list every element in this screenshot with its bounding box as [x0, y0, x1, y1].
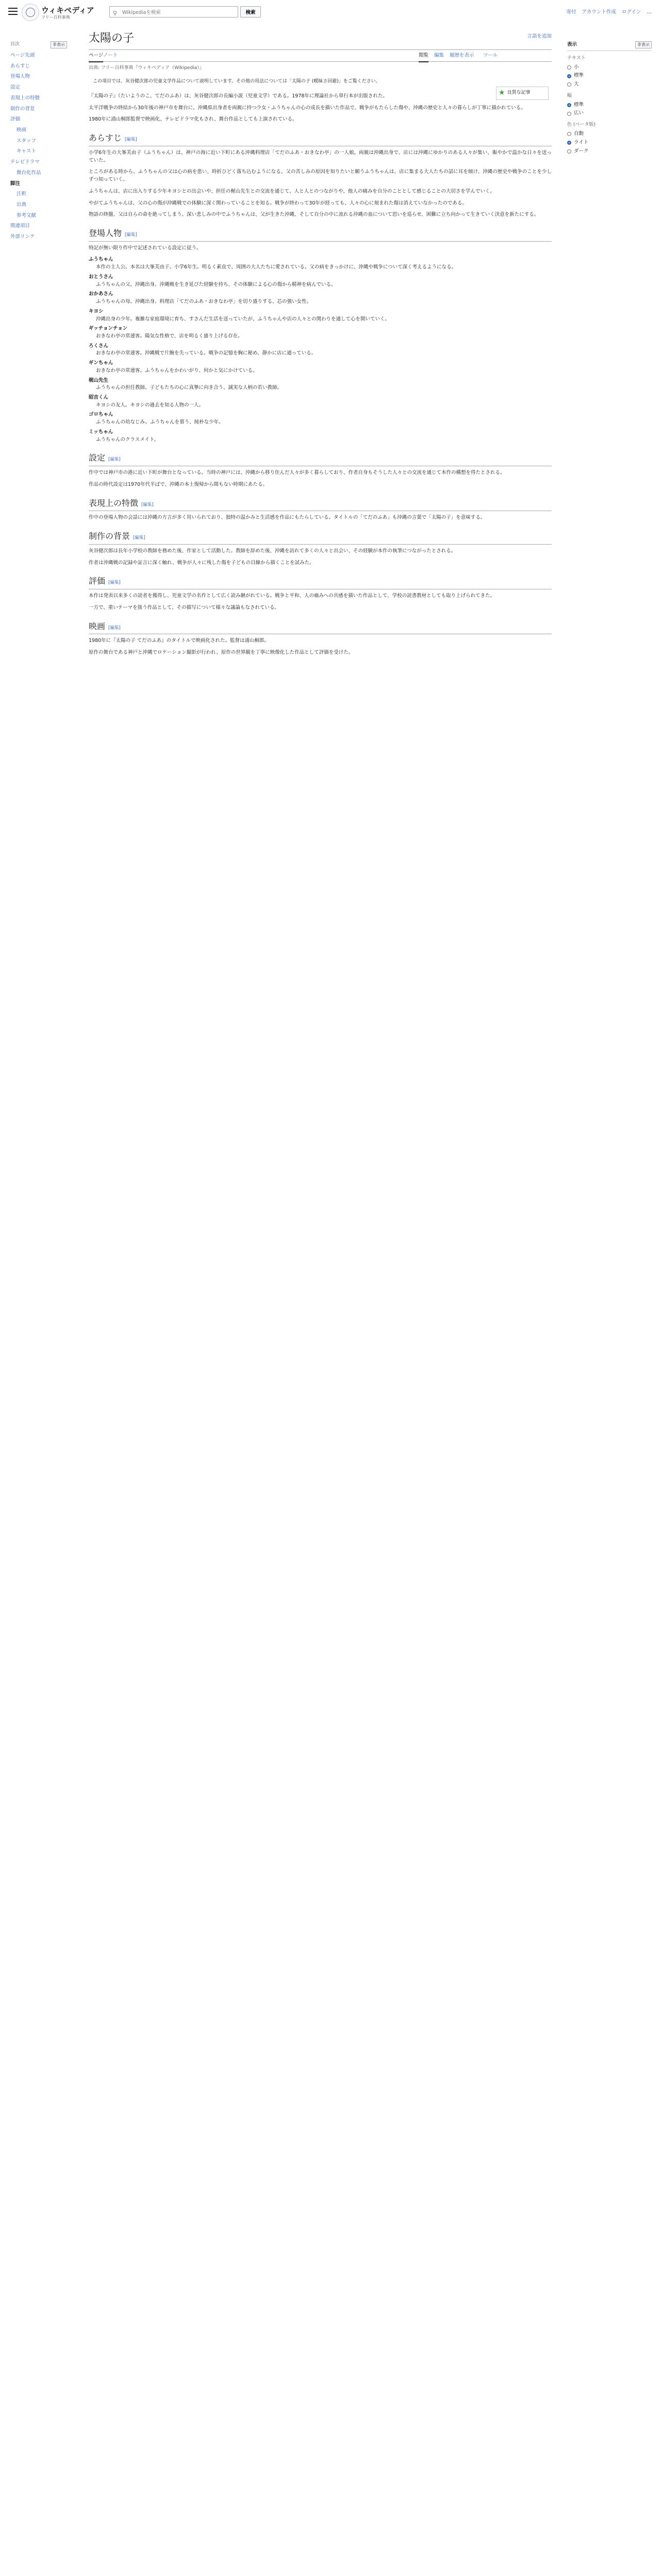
toc-item[interactable]: 関連項目	[10, 223, 30, 229]
good-article-star-icon: ★	[499, 89, 505, 97]
good-article-label: 良質な記事	[507, 90, 531, 96]
globe-icon	[22, 4, 39, 21]
toc-item[interactable]: 注釈	[16, 191, 27, 197]
width-option[interactable]	[567, 101, 652, 109]
site-subtitle: フリー百科事典	[41, 15, 70, 20]
color-options	[567, 130, 652, 155]
good-article-badge	[496, 87, 549, 100]
section-edit-link[interactable]: [編集]	[125, 232, 137, 238]
radio-button-icon[interactable]	[567, 112, 571, 116]
language-button[interactable]: 言語を追加	[527, 33, 552, 39]
toc-item[interactable]: 舞台化作品	[16, 170, 41, 176]
character-description: 沖縄出身の少年。複雑な家庭環境に育ち、すさんだ生活を送っていたが、ふうちゃんや店の人々との関わりを通して心を開いていく。	[96, 316, 390, 322]
section-paragraph: 作中では神戸市の港に近い下町が舞台となっている。当時の神戸には、沖縄から移り住んだ人々が多く暮らしており、作者自身もそうした人々との交流を通じて本作の構想を得たとされる。	[89, 470, 505, 476]
text-size-option-label: 小	[574, 64, 579, 70]
section-paragraph: 作中の登場人物の会話には沖縄の方言が多く用いられており、独特の温かみと生活感を作品にもたらしている。タイトルの「てだのふあ」も沖縄の言葉で「太陽の子」を意味する。	[89, 515, 486, 521]
section-edit-link[interactable]: [編集]	[108, 625, 121, 631]
toc-title: 目次	[10, 42, 20, 47]
section-paragraph: 物語の終盤、父は自らの命を絶ってしまう。深い悲しみの中でふうちゃんは、父が生きた沖縄、そして自分の中に流れる沖縄の血について思いを巡らせ、困難に立ち向かって生きていく決意を新たにする。	[89, 212, 539, 218]
toc-item[interactable]: 表現上の特徴	[10, 95, 40, 101]
section-title: あらすじ	[89, 133, 122, 143]
page-title: 太陽の子	[89, 30, 552, 50]
toc-item[interactable]: ページ先頭	[10, 52, 35, 58]
lead-section	[89, 93, 552, 124]
character-description: ふうちゃんの幼なじみ。ふうちゃんを慕う、純朴な少年。	[96, 419, 224, 426]
toc-item[interactable]: 制作の背景	[10, 106, 35, 112]
character-name: おかあさん	[89, 291, 113, 297]
section-paragraph: 作品の時代設定は1970年代半ばで、沖縄の本土復帰から間もない時期にあたる。	[89, 481, 268, 487]
section-edit-link[interactable]: [編集]	[108, 457, 121, 463]
main-menu-button[interactable]	[8, 8, 18, 15]
color-option-label: ダーク	[574, 148, 589, 154]
character-description: キヨシの友人。キヨシの過去を知る人物の一人。	[96, 402, 204, 408]
search-input[interactable]	[121, 8, 226, 17]
radio-button-icon[interactable]	[567, 132, 571, 136]
character-name: ギンちゃん	[89, 360, 113, 366]
section-paragraph: 原作の舞台である神戸と沖縄でロケーション撮影が行われ、原作の世界観を丁寧に映像化した作品として評価を受けた。	[89, 650, 354, 656]
tab-history[interactable]: 履歴を表示	[450, 53, 474, 59]
lead-paragraph: 『太陽の子』（たいようのこ、てだのふあ）は、灰谷健次郎の長編小説（児童文学）である。1978年に理論社から単行本が出版された。	[89, 93, 388, 99]
width-option-label: 標準	[574, 101, 584, 108]
appearance-hide-button[interactable]: 非表示	[635, 41, 652, 48]
section-heading-setting	[89, 452, 552, 466]
color-option-label: ライト	[574, 139, 589, 145]
toc-item[interactable]: 評価	[10, 116, 21, 123]
character-name: ゴロちゃん	[89, 412, 113, 418]
section-paragraph: 1980年に『太陽の子 てだのふあ』のタイトルで映画化された。監督は浦山桐郎。	[89, 638, 270, 644]
toc-item[interactable]: 外部リンク	[10, 234, 35, 240]
article-content	[89, 26, 552, 661]
section-heading-evaluation	[89, 575, 552, 589]
search-button[interactable]: 検索	[240, 6, 261, 18]
character-list	[89, 256, 552, 444]
color-option[interactable]	[567, 130, 652, 138]
color-option[interactable]	[567, 148, 652, 156]
character-name: キヨシ	[89, 308, 104, 314]
text-size-option[interactable]	[567, 72, 652, 80]
toc-list	[10, 50, 67, 243]
page-tabs	[89, 50, 552, 62]
lead-paragraph: 太平洋戦争の終結から30年後の神戸市を舞台に、沖縄県出身者を両親に持つ少女・ふうちゃんの心の成長を描いた作品で、戦争がもたらした傷や、沖縄の歴史と人々の暮らしが丁寧に描かれている。	[89, 105, 526, 111]
toc-hide-button[interactable]: 非表示	[51, 41, 67, 48]
section-paragraph: 小学6年生の大峯芙由子（ふうちゃん）は、神戸の海に近い下町にある沖縄料理店「てだのふあ・おきなわ亭」の一人娘。両親は沖縄出身で、店には沖縄にゆかりのある人々が集い、賑やかで温かな日々を送っていた。	[89, 149, 552, 163]
search-icon: ⚲	[113, 10, 118, 16]
character-name: 梶山先生	[89, 377, 109, 383]
section-paragraph: 一方で、重いテーマを扱う作品として、その描写について様々な議論もなされている。	[89, 604, 279, 611]
section-paragraph: 本作は発表以来多くの読者を獲得し、児童文学の名作として広く読み継がれている。戦争と平和、人の痛みへの共感を描いた作品として、学校の読書教材としても取り上げられてきた。	[89, 593, 495, 599]
character-name: ふうちゃん	[89, 257, 113, 263]
radio-button-icon[interactable]	[567, 74, 571, 78]
width-options	[567, 101, 652, 117]
text-size-options	[567, 64, 652, 89]
character-description: ふうちゃんの母。沖縄出身。料理店「てだのふあ・おきなわ亭」を切り盛りする、芯の強い女性。	[96, 299, 312, 305]
text-size-option[interactable]	[567, 64, 652, 72]
appearance-title	[567, 41, 652, 51]
character-description: ふうちゃんの担任教師。子どもたちの心に真摯に向き合う、誠実な人柄の若い教師。	[96, 385, 283, 391]
section-paragraph: 灰谷健次郎は長年小学校の教師を務めた後、作家として活動した。教師を辞めた後、沖縄を訪れて多くの人々と出会い、その経験が本作の執筆につながったとされる。	[89, 548, 456, 554]
donate-link[interactable]: 寄付	[566, 9, 576, 15]
appearance-panel	[567, 41, 652, 156]
character-description: おきなわ亭の常連客。ふうちゃんをかわいがり、何かと気にかけている。	[96, 367, 258, 374]
section-paragraph: ふうちゃんは、店に出入りする少年キヨシとの出会いや、担任の梶山先生との交流を通じて、人と人とのつながりや、他人の痛みを自分のこととして感じることの大切さを学んでいく。	[89, 188, 495, 194]
tab-read[interactable]: 閲覧	[419, 52, 428, 62]
radio-button-icon[interactable]	[567, 65, 571, 70]
section-title: 登場人物	[89, 228, 122, 238]
create-account-link[interactable]: アカウント作成	[582, 9, 616, 15]
character-name: ろくさん	[89, 343, 109, 349]
login-link[interactable]: ログイン	[621, 9, 641, 15]
radio-button-icon[interactable]	[567, 82, 571, 87]
toc-item[interactable]: あらすじ	[10, 63, 30, 69]
lead-paragraph: 1980年に浦山桐郎監督で映画化、テレビドラマ化もされ、舞台作品としても上演されている。	[89, 116, 297, 123]
width-option-label: 広い	[574, 110, 584, 116]
section-edit-link[interactable]: [編集]	[141, 502, 154, 507]
character-description: 本作の主人公。本名は大峯芙由子。小学6年生。明るく素直で、周囲の大人たちに愛されている。父の病をきっかけに、沖縄や戦争について深く考えるようになる。	[96, 264, 457, 270]
search-box	[109, 6, 238, 18]
text-size-option-label: 標準	[574, 73, 584, 79]
color-group-label: 色 (ベータ版)	[567, 122, 595, 128]
toc-item[interactable]: 参考文献	[16, 212, 37, 218]
section-paragraph: 作者は沖縄戦の記録や証言に深く触れ、戦争が人々に残した傷を子どもの目線から描くことを試みた。	[89, 560, 315, 566]
toc-item[interactable]: 設定	[10, 84, 21, 91]
tab-talk[interactable]: ノート	[103, 53, 118, 59]
section-heading-expression	[89, 497, 552, 512]
site-header	[0, 0, 662, 26]
text-size-group-label: テキスト	[567, 55, 586, 61]
character-description: ふうちゃんのクラスメイト。	[96, 436, 159, 443]
text-size-option[interactable]	[567, 81, 652, 89]
toc-item[interactable]: キャスト	[16, 148, 37, 155]
user-links	[562, 9, 652, 16]
article-sections	[89, 132, 552, 657]
width-option[interactable]	[567, 110, 652, 117]
section-paragraph: やがてふうちゃんは、父の心の傷が沖縄戦での体験に深く関わっていることを知る。戦争が終わって30年が経っても、人々の心に刻まれた傷は消えていなかったのである。	[89, 200, 467, 206]
section-paragraph: ところがある時から、ふうちゃんの父は心の病を患い、時折ひどく落ち込むようになる。父の苦しみの原因を知りたいと願うふうちゃんは、店に集まる大人たちの話に耳を傾け、沖縄の歴史や戦争のことを少しずつ知っていく。	[89, 169, 552, 183]
character-name: ミッちゃん	[89, 429, 113, 435]
section-edit-link[interactable]: [編集]	[125, 137, 137, 143]
section-heading-background	[89, 530, 552, 545]
site-logo[interactable]	[22, 4, 104, 22]
tab-page[interactable]: ページ	[89, 52, 103, 62]
article-source: 出典: フリー百科事典『ウィキペディア（Wikipedia）』	[89, 65, 204, 71]
toc-item[interactable]: 登場人物	[10, 74, 30, 80]
section-heading-characters	[89, 227, 552, 242]
more-options-icon[interactable]: …	[647, 9, 652, 15]
radio-button-icon[interactable]	[567, 103, 571, 107]
section-edit-link[interactable]: [編集]	[108, 580, 121, 586]
section-heading-synopsis	[89, 132, 552, 146]
width-group-label: 幅	[567, 93, 572, 98]
color-option-label: 自動	[574, 131, 584, 137]
character-name: おとうさん	[89, 274, 113, 280]
section-title: 表現上の特徴	[89, 498, 139, 508]
section-title: 映画	[89, 621, 106, 631]
toc-item[interactable]: テレビドラマ	[10, 159, 40, 165]
character-name: ギッチョンチョン	[89, 326, 128, 332]
appearance-title-text: 表示	[567, 42, 577, 47]
character-description: ふうちゃんの父。沖縄出身。沖縄戦を生き延びた経験を持ち、その体験による心の傷から精神を病んでいる。	[96, 281, 336, 287]
section-edit-link[interactable]: [編集]	[133, 535, 145, 541]
radio-button-icon[interactable]	[567, 149, 571, 154]
tab-edit[interactable]: 編集	[434, 53, 444, 59]
tab-tools[interactable]: ツール	[483, 53, 498, 59]
toc-item[interactable]: 映画	[16, 127, 27, 133]
site-title: ウィキペディア	[41, 6, 94, 15]
toc-item[interactable]: スタッフ	[16, 138, 37, 144]
radio-button-icon[interactable]	[567, 141, 571, 145]
section-title: 設定	[89, 453, 106, 463]
section-title: 制作の背景	[89, 531, 130, 541]
character-description: おきなわ亭の常連客。陽気な性格で、店を明るく盛り上げる存在。	[96, 333, 243, 339]
character-description: おきなわ亭の常連客。沖縄戦で片腕を失っている。戦争の記憶を胸に秘め、静かに店に通っている。	[96, 350, 317, 357]
section-heading-film	[89, 620, 552, 635]
toc-item[interactable]: 脚注	[10, 180, 21, 187]
hatnote: この項目では、灰谷健次郎の児童文学作品について説明しています。その他の用法については「太陽の子 (曖昧さ回避)」をご覧ください。	[93, 79, 380, 84]
table-of-contents	[10, 41, 67, 243]
toc-item[interactable]: 出典	[16, 202, 27, 208]
section-note: 特記が無い限り作中で記述されている設定に従う。	[89, 245, 202, 251]
color-option[interactable]	[567, 139, 652, 147]
character-name: 昭吉くん	[89, 394, 109, 400]
section-title: 評価	[89, 576, 106, 586]
text-size-option-label: 大	[574, 81, 579, 88]
